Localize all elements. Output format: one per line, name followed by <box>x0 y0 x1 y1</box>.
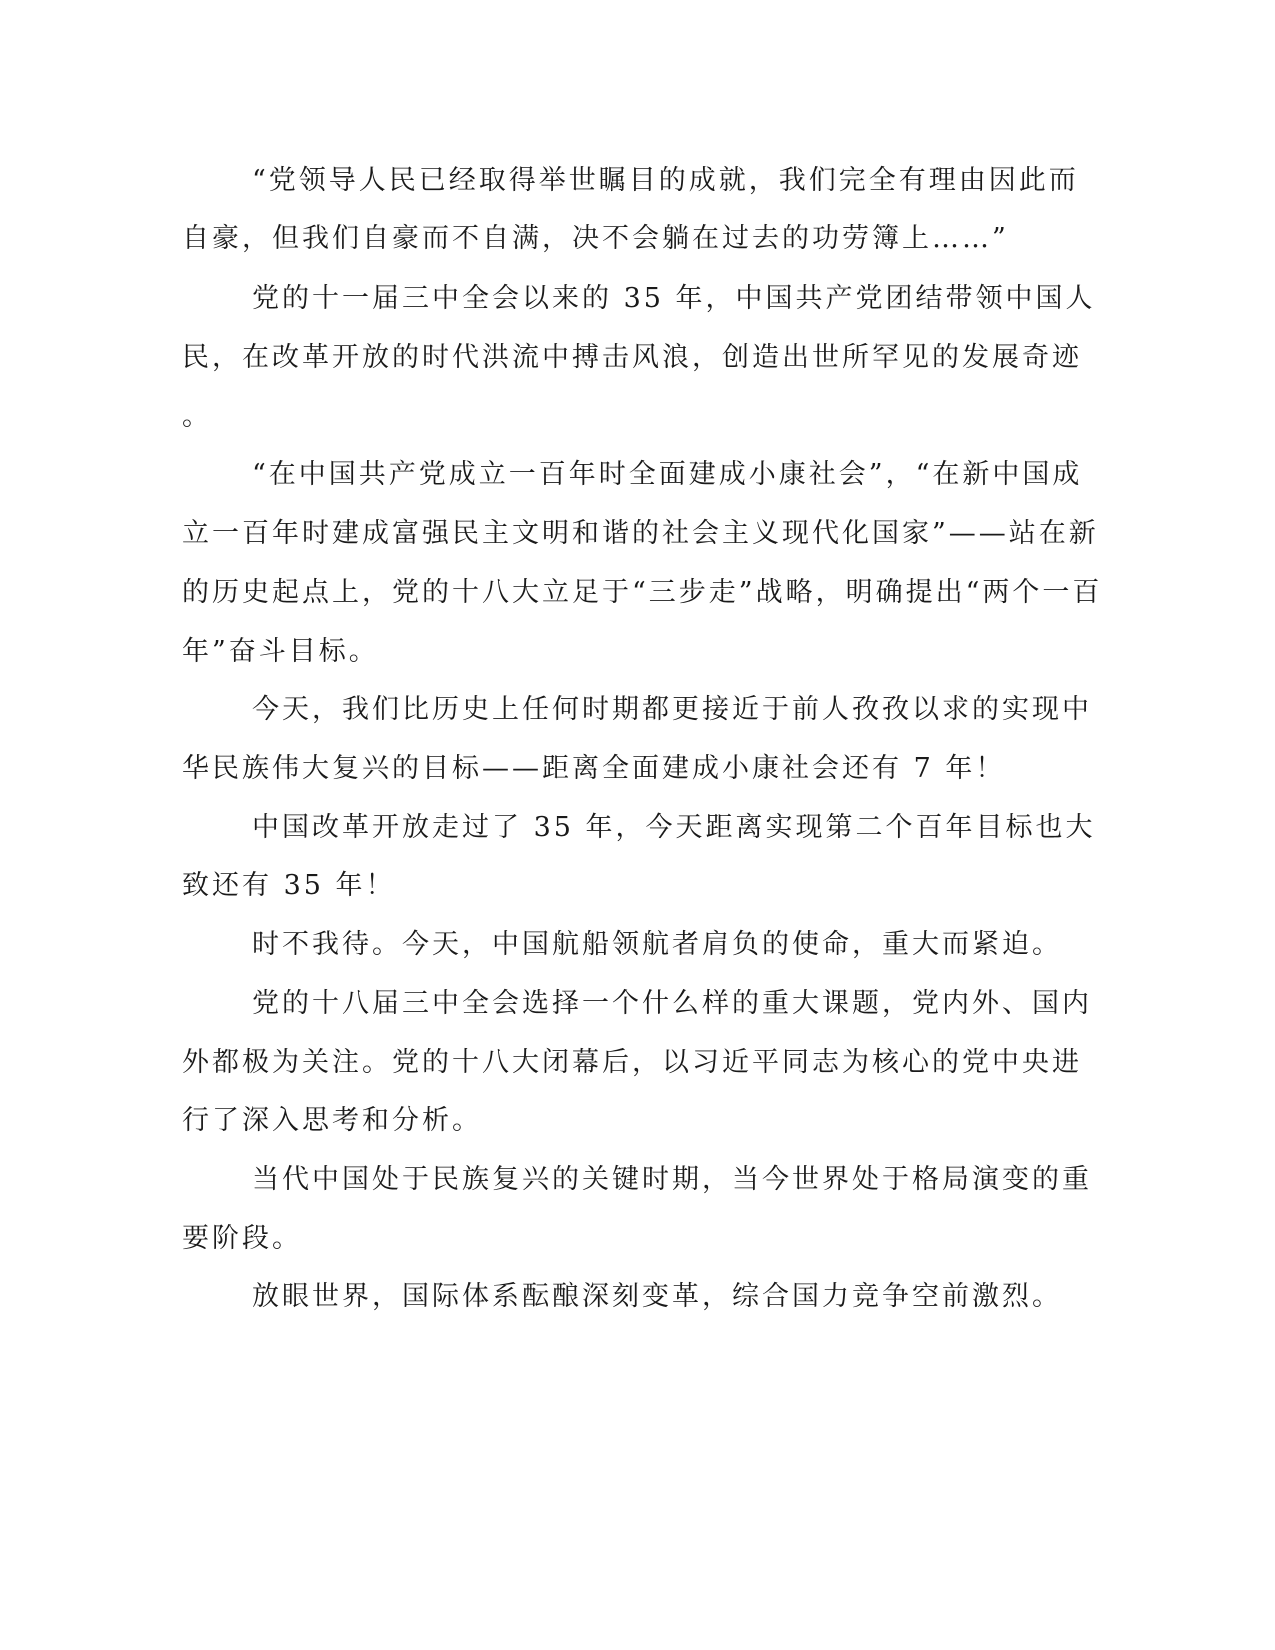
paragraph-2-line-1: 党的十一届三中全会以来的 35 年，中国共产党团结带领中国人 <box>252 283 1096 314</box>
paragraph-2-line-2: 民，在改革开放的时代洪流中搏击风浪，创造出世所罕见的发展奇迹 <box>182 342 1082 373</box>
paragraph-3-line-4: 年”奋斗目标。 <box>182 636 379 667</box>
paragraph-5-line-1: 中国改革开放走过了 35 年，今天距离实现第二个百年目标也大 <box>252 812 1096 843</box>
paragraph-9-line-1: 放眼世界，国际体系酝酿深刻变革，综合国力竞争空前激烈。 <box>252 1281 1062 1312</box>
paragraph-3-line-2: 立一百年时建成富强民主文明和谐的社会主义现代化国家”——站在新 <box>182 518 1099 549</box>
paragraph-7-line-2: 外都极为关注。党的十八大闭幕后，以习近平同志为核心的党中央进 <box>182 1047 1082 1078</box>
paragraph-7-line-1: 党的十八届三中全会选择一个什么样的重大课题，党内外、国内 <box>252 988 1092 1019</box>
paragraph-7-line-3: 行了深入思考和分析。 <box>182 1105 482 1136</box>
paragraph-3-line-3: 的历史起点上，党的十八大立足于“三步走”战略，明确提出“两个一百 <box>182 577 1103 608</box>
paragraph-4-line-2: 华民族伟大复兴的目标——距离全面建成小康社会还有 7 年！ <box>182 753 1006 784</box>
paragraph-6-line-1: 时不我待。今天，中国航船领航者肩负的使命，重大而紧迫。 <box>252 929 1062 960</box>
paragraph-5-line-2: 致还有 35 年！ <box>182 870 396 901</box>
paragraph-8-line-2: 要阶段。 <box>182 1223 302 1254</box>
paragraph-8-line-1: 当代中国处于民族复兴的关键时期，当今世界处于格局演变的重 <box>252 1164 1092 1195</box>
paragraph-1-line-2: 自豪，但我们自豪而不自满，决不会躺在过去的功劳簿上……” <box>182 223 1009 254</box>
paragraph-1-line-1: “党领导人民已经取得举世瞩目的成就，我们完全有理由因此而 <box>252 165 1079 196</box>
paragraph-2-line-3: 。 <box>182 401 212 432</box>
paragraph-4-line-1: 今天，我们比历史上任何时期都更接近于前人孜孜以求的实现中 <box>252 694 1092 725</box>
paragraph-3-line-1: “在中国共产党成立一百年时全面建成小康社会”，“在新中国成 <box>252 459 1083 490</box>
